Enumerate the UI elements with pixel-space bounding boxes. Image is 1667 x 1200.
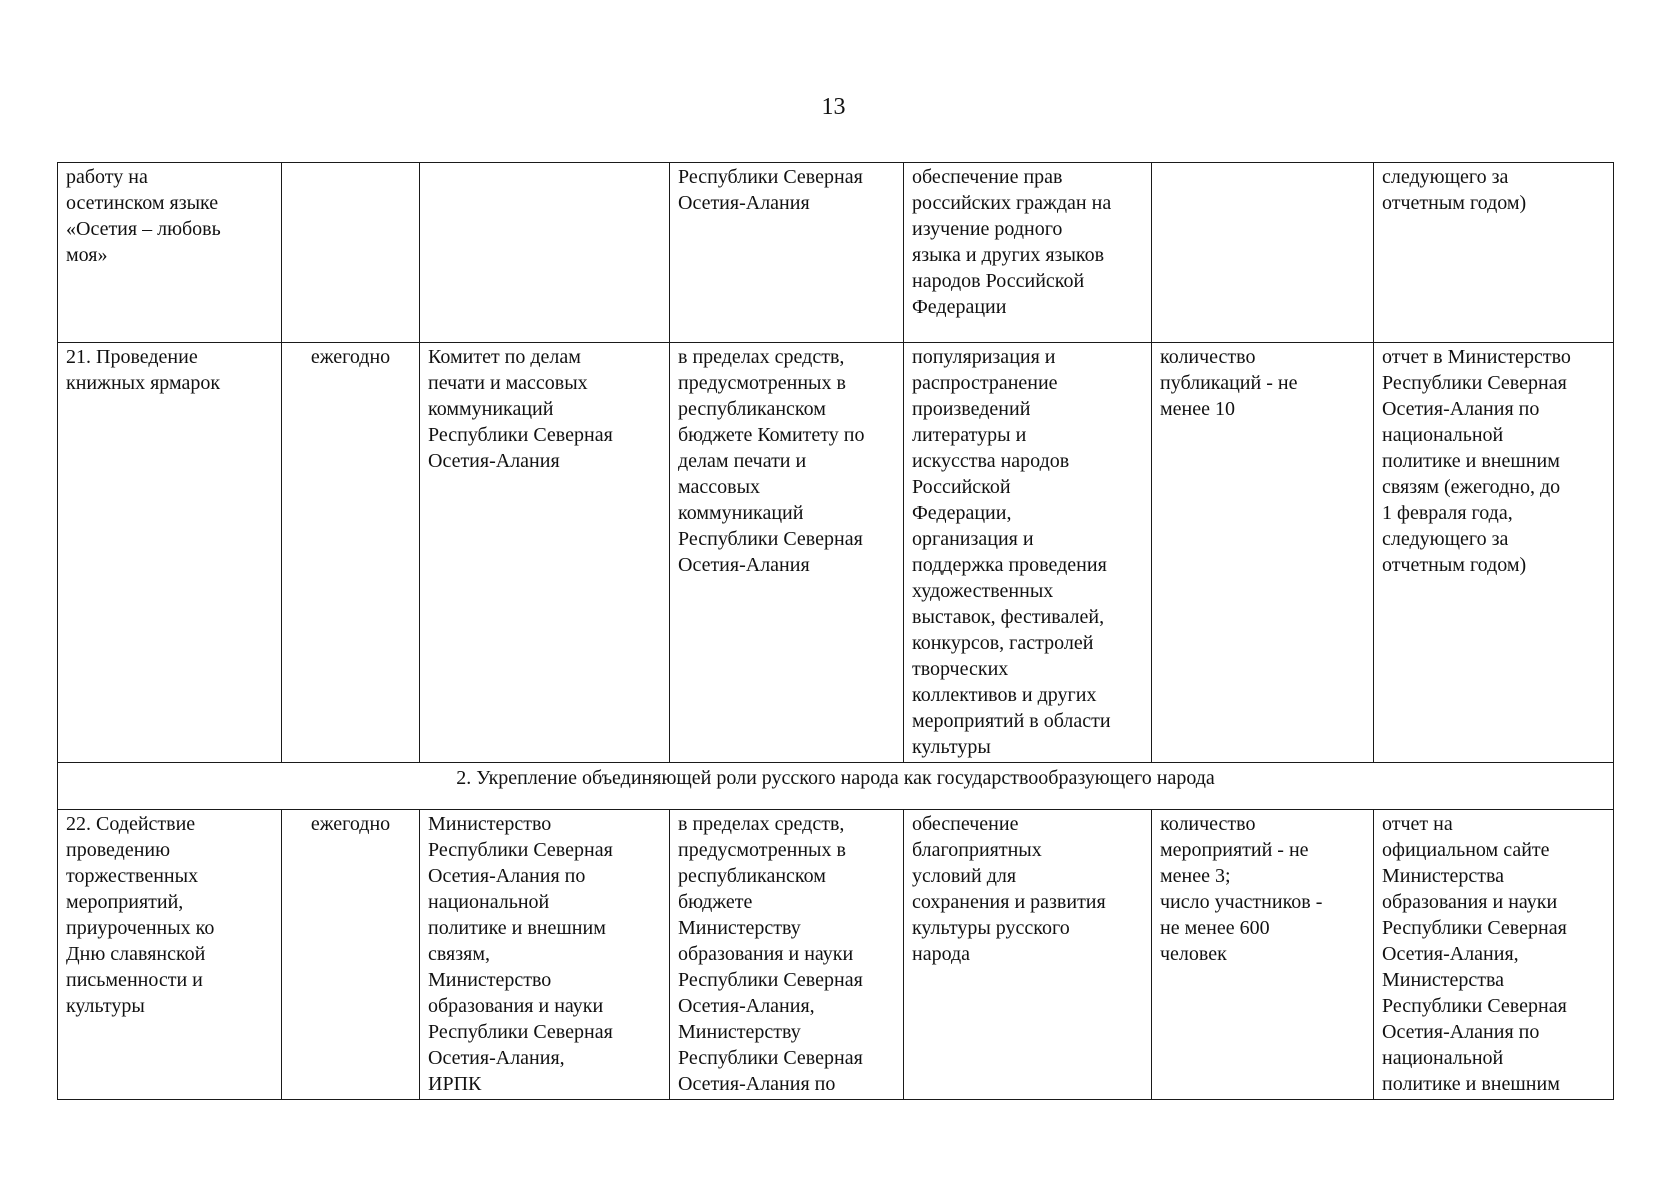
page-number: 13 (821, 94, 846, 120)
report-cell: отчет в Министерство Республики Северная Осетия-Алания по национальной политике и внешним связям (ежегодно, до 1 февраля года, следующего за отчетным годом) (1374, 343, 1614, 763)
measure-cell: работу на осетинском языке «Осетия – любовь моя» (58, 163, 282, 343)
goal-cell: обеспечение прав российских граждан на изучение родного языка и других языков народов Российской Федерации (904, 163, 1152, 343)
goal-cell: обеспечение благоприятных условий для сохранения и развития культуры русского народа (904, 810, 1152, 1100)
indicator-cell: количество публикаций - не менее 10 (1152, 343, 1374, 763)
indicator-cell: количество мероприятий - не менее 3; число участников - не менее 600 человек (1152, 810, 1374, 1100)
executor-cell (420, 163, 670, 343)
measure-cell: 21. Проведение книжных ярмарок (58, 343, 282, 763)
executor-cell: Комитет по делам печати и массовых коммуникаций Республики Северная Осетия-Алания (420, 343, 670, 763)
financing-cell: в пределах средств, предусмотренных в республиканском бюджете Комитету по делам печати и массовых коммуникаций Республики Северная Осетия-Алания (670, 343, 904, 763)
section-row (58, 763, 1614, 810)
report-cell: отчет на официальном сайте Министерства образования и науки Республики Северная Осетия-Алания, Министерства Республики Северная Осетия-Алания по национальной политике и внешним (1374, 810, 1614, 1100)
indicator-cell (1152, 163, 1374, 343)
period-cell: ежегодно (282, 810, 420, 1100)
section-heading: 2. Укрепление объединяющей роли русского народа как государствообразующего народа (58, 763, 1614, 810)
table-row (58, 810, 1614, 1100)
financing-cell: Республики Северная Осетия-Алания (670, 163, 904, 343)
measures-table (57, 162, 1614, 1100)
table-row (58, 343, 1614, 763)
measure-cell: 22. Содействие проведению торжественных мероприятий, приуроченных ко Дню славянской письменности и культуры (58, 810, 282, 1100)
period-cell: ежегодно (282, 343, 420, 763)
executor-cell: Министерство Республики Северная Осетия-Алания по национальной политике и внешним связям, Министерство образования и науки Республики Северная Осетия-Алания, ИРПК (420, 810, 670, 1100)
financing-cell: в пределах средств, предусмотренных в республиканском бюджете Министерству образования и науки Республики Северная Осетия-Алания, Министерству Республики Северная Осетия-Алания по (670, 810, 904, 1100)
period-cell (282, 163, 420, 343)
table-row (58, 163, 1614, 343)
report-cell: следующего за отчетным годом) (1374, 163, 1614, 343)
goal-cell: популяризация и распространение произведений литературы и искусства народов Российской Федерации, организация и поддержка проведения художественных выставок, фестивалей, конкурсов, гастролей творческих коллективов и других мероприятий в области культуры (904, 343, 1152, 763)
